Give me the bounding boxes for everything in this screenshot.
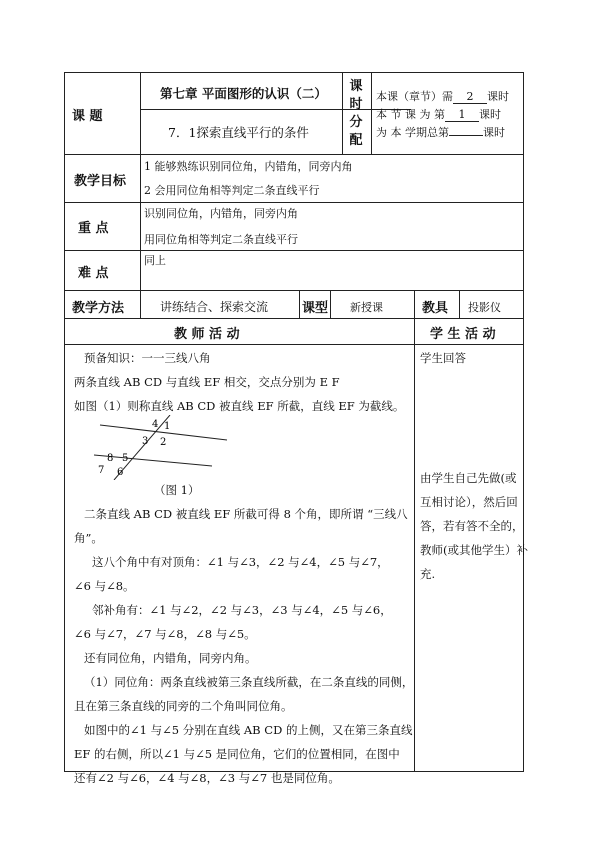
student-activity-header: 学 生 活 动 [430,327,496,342]
allocation-unit: 课时 [479,108,501,121]
teacher-line: 两条直线 AB CD 与直线 EF 相交，交点分别为 E F [74,375,340,389]
objective-2: 2 会用同位角相等判定二条直线平行 [144,184,320,197]
divider [64,154,524,155]
teaching-aids-value: 投影仪 [468,301,501,314]
divider [64,344,524,345]
allocation-text: 为 本 学期总第 [376,126,449,139]
teacher-activity-header: 教 师 活 动 [174,327,240,342]
student-line: 学生回答 [420,351,466,365]
student-line: 互相讨论），然后回 [420,495,518,509]
allocation-text: 本 节 课 为 第 [376,108,445,121]
angle-label: 6 [117,467,124,478]
divider [371,72,372,154]
lesson-type-value: 新授课 [350,301,383,314]
chapter-title: 第七章 平面图形的认识（二） [160,86,327,101]
section-title: 7．1探索直线平行的条件 [168,125,309,140]
figure-caption: （图 1） [154,483,200,497]
teacher-line: （1）同位角：两条直线被第三条直线所截，在二条直线的同侧， [84,675,414,689]
teacher-line: 这八个角中有对顶角：∠1 与∠3，∠2 与∠4，∠5 与∠7， [92,555,389,569]
period-allocation-label: 课时分配 [349,79,363,148]
allocation-line-2 [376,106,501,122]
divider [459,290,460,318]
divider [140,72,141,318]
student-line: 充. [420,567,436,581]
divider [414,318,415,772]
allocation-unit: 课时 [483,126,505,139]
angle-label: 5 [122,453,129,464]
teacher-line: 邻补角有：∠1 与∠2，∠2 与∠3，∠3 与∠4，∠5 与∠6， [92,603,392,617]
teacher-line: ∠6 与∠8。 [74,579,135,593]
allocation-unit: 课时 [487,90,509,103]
teacher-line: 且在第三条直线的同旁的二个角叫同位角。 [74,699,293,713]
divider [64,290,524,291]
angle-label: 1 [164,421,171,432]
key-points-label: 重 点 [78,221,109,236]
teacher-line: EF 的右侧，所以∠1 与∠5 是同位角，它们的位置相同，在图中 [74,747,400,761]
allocation-line-3 [376,124,505,140]
divider [414,290,415,318]
allocation-value [449,135,483,136]
teacher-line: 如图（1）则称直线 AB CD 被直线 EF 所截，直线 EF 为截线。 [74,399,405,413]
teaching-aids-label: 教具 [422,301,449,316]
teacher-line: 还有∠2 与∠6，∠4 与∠8，∠3 与∠7 也是同位角。 [74,771,340,785]
angle-label: 3 [142,436,149,447]
allocation-text: 本课（章节）需 [376,90,453,103]
teacher-line: 如图中的∠1 与∠5 分别在直线 AB CD 的上侧，又在第三条直线 [84,723,413,737]
key-point-2: 用同位角相等判定二条直线平行 [144,233,298,246]
key-point-1: 识别同位角，内错角，同旁内角 [144,207,298,220]
divider [299,290,300,318]
lesson-type-label: 课型 [302,301,329,316]
divider [64,318,524,319]
divider [342,72,343,154]
lesson-label: 课 题 [72,109,103,124]
allocation-value: 1 [445,108,479,122]
allocation-line-1 [376,88,509,104]
three-lines-eight-angles-figure [92,415,232,480]
teacher-line: ∠6 与∠7，∠7 与∠8，∠8 与∠5。 [74,627,256,641]
student-line: 由学生自己先做(或 [420,471,517,485]
angle-label: 8 [107,453,114,464]
angle-label: 7 [98,465,105,476]
angle-label: 4 [152,419,159,430]
method-value: 讲练结合、探索交流 [160,300,269,314]
teacher-line: 预备知识：一一三线八角 [84,351,211,365]
teacher-line: 二条直线 AB CD 被直线 EF 所截可得 8 个角，即所谓 “三线八 [84,507,408,521]
divider [64,202,524,203]
allocation-value: 2 [453,90,487,104]
teacher-line: 角”。 [74,531,103,545]
teacher-line: 还有同位角，内错角，同旁内角。 [84,651,257,665]
lesson-plan-table [64,72,528,785]
method-label: 教学方法 [72,301,125,316]
divider [330,290,331,318]
student-line: 答，若有答不全的， [420,519,524,533]
difficulty-text: 同上 [144,254,166,267]
objectives-label: 教学目标 [74,174,127,189]
divider [64,250,524,251]
objective-1: 1 能够熟练识别同位角，内错角，同旁内角 [144,160,353,173]
student-line: 教师(或其他学生）补 [420,543,528,557]
angle-label: 2 [160,437,167,448]
difficulty-label: 难 点 [78,266,109,281]
